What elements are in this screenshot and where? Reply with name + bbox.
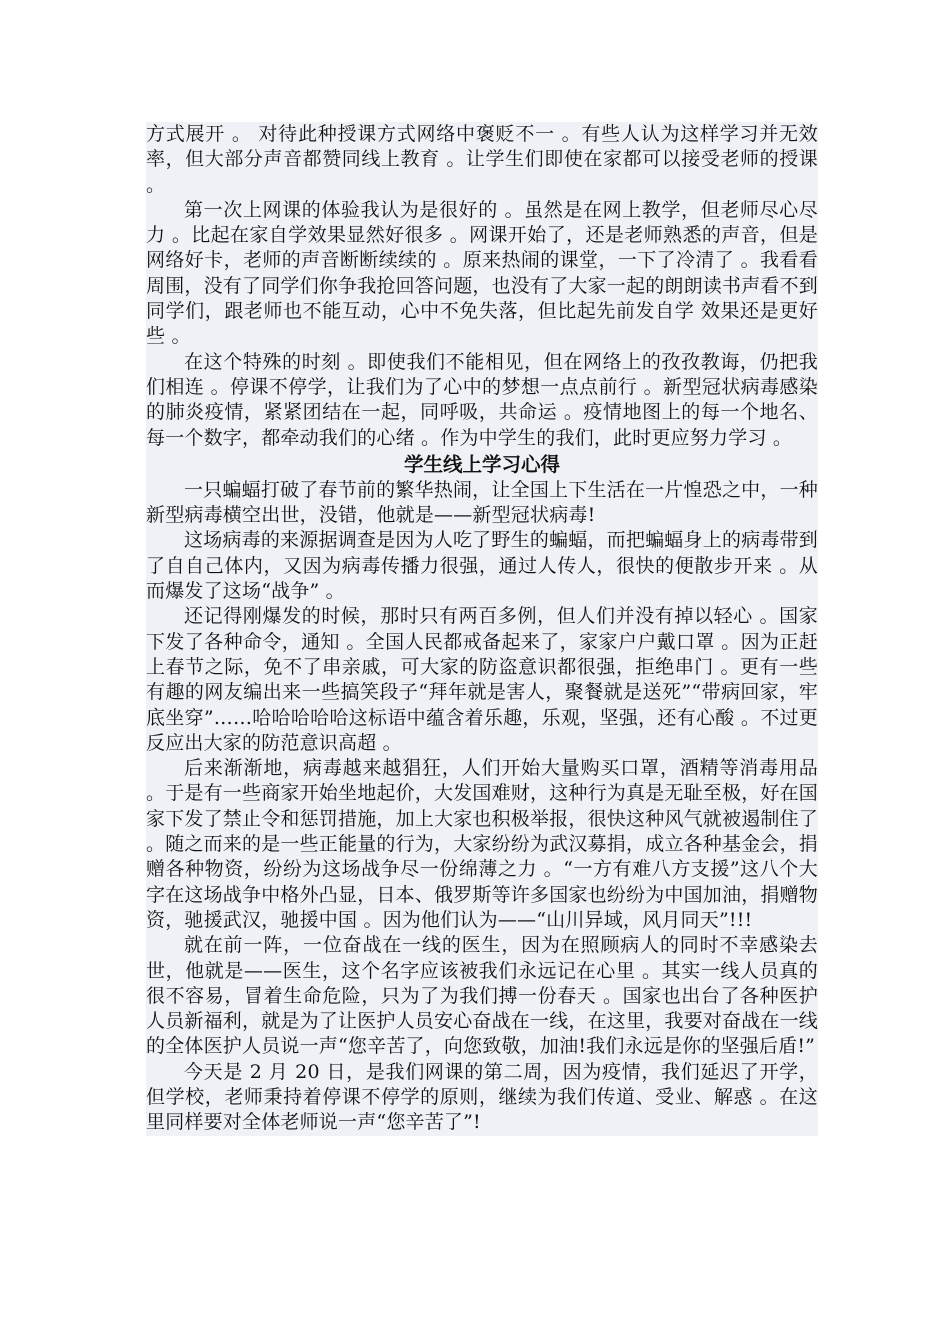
paragraph-online-class-week-two: 今天是 2 月 20 日，是我们网课的第二周，因为疫情，我们延迟了开学，但学校，老师秉持着停课不停学的原则，继续为我们传道、受业、解惑 。在这里同样要对全体老师说一声“您辛苦了”! — [146, 1060, 818, 1136]
paragraph-first-online-class: 第一次上网课的体验我认为是很好的 。虽然是在网上教学，但老师尽心尽力 。比起在家自学效果显然好很多 。网课开始了，还是老师熟悉的声音，但是网络好卡，老师的声音断断续续的 。原来热闹的课堂，一下了冷清了 。我看看周围，没有了同学们你争我抢回答问题，也没有了大家一起的朗朗读书声看不到同学们，跟老师也不能互动，心中不免失落，但比起先前发自学 效果还是更好些 。 — [146, 198, 818, 350]
paragraph-frontline-doctor: 就在前一阵，一位奋战在一线的医生，因为在照顾病人的同时不幸感染去世，他就是——医生，这个名字应该被我们永远记在心里 。其实一线人员真的很不容易，冒着生命危险，只为了为我们搏一份春天 。国家也出台了各种医护人员新福利，就是为了让医护人员安心奋战在一线，在这里，我要对奋战在一线的全体医护人员说一声“您辛苦了，向您致敬，加油!我们永远是你的坚强后盾!” — [146, 933, 818, 1059]
section-title: 学生线上学习心得 — [146, 451, 818, 478]
paragraph-special-moment: 在这个特殊的时刻 。即使我们不能相见，但在网络上的孜孜教诲，仍把我们相连 。停课不停学，让我们为了心中的梦想一点点前行 。新型冠状病毒感染的肺炎疫情，紧紧团结在一起，同呼吸，共命运 。疫情地图上的每一个地名、每一个数字，都牵动我们的心绪 。作为中学生的我们，此时更应努力学习 。 — [146, 350, 818, 451]
paragraph-masks-and-donations: 后来渐渐地，病毒越来越猖狂，人们开始大量购买口罩，酒精等消毒用品 。于是有一些商家开始坐地起价，大发国难财，这种行为真是无耻至极，好在国家下发了禁止令和惩罚措施，加上大家也积极举报，很快这种风气就被遏制住了 。随之而来的是一些正能量的行为，大家纷纷为武汉募捐，成立各种基金会，捐赠各种物资，纷纷为这场战争尽一份绵薄之力 。“一方有难八方支援”这八个大字在这场战争中格外凸显，日本、俄罗斯等许多国家也纷纷为中国加油，捐赠物资，驰援武汉，驰援中国 。因为他们认为——“山川异域，风月同天”!!! — [146, 756, 818, 933]
paragraph-early-outbreak: 还记得刚爆发的时候，那时只有两百多例，但人们并没有掉以轻心 。国家下发了各种命令，通知 。全国人民都戒备起来了，家家户户戴口罩 。因为正赶上春节之际，免不了串亲戚，可大家的防盗意识都很强，拒绝串门 。更有一些有趣的网友编出来一些搞笑段子“拜年就是害人，聚餐就是送死”“带病回家，牢底坐穿”……哈哈哈哈哈这标语中蕴含着乐趣，乐观，坚强，还有心酸 。不过更反应出大家的防范意识高超 。 — [146, 604, 818, 756]
paragraph-bat-outbreak: 一只蝙蝠打破了春节前的繁华热闹，让全国上下生活在一片惶恐之中，一种新型病毒横空出世，没错，他就是——新型冠状病毒! — [146, 478, 818, 529]
paragraph-virus-source: 这场病毒的来源据调查是因为人吃了野生的蝙蝠，而把蝙蝠身上的病毒带到了自自己体内，又因为病毒传播力很强，通过人传人，很快的便散步开来 。从而爆发了这场“战争” 。 — [146, 528, 818, 604]
document-body — [146, 122, 818, 1136]
paragraph-intro-continuation: 方式展开 。 对待此种授课方式网络中褒贬不一 。有些人认为这样学习并无效率，但大部分声音都赞同线上教育 。让学生们即使在家都可以接受老师的授课 。 — [146, 122, 818, 198]
